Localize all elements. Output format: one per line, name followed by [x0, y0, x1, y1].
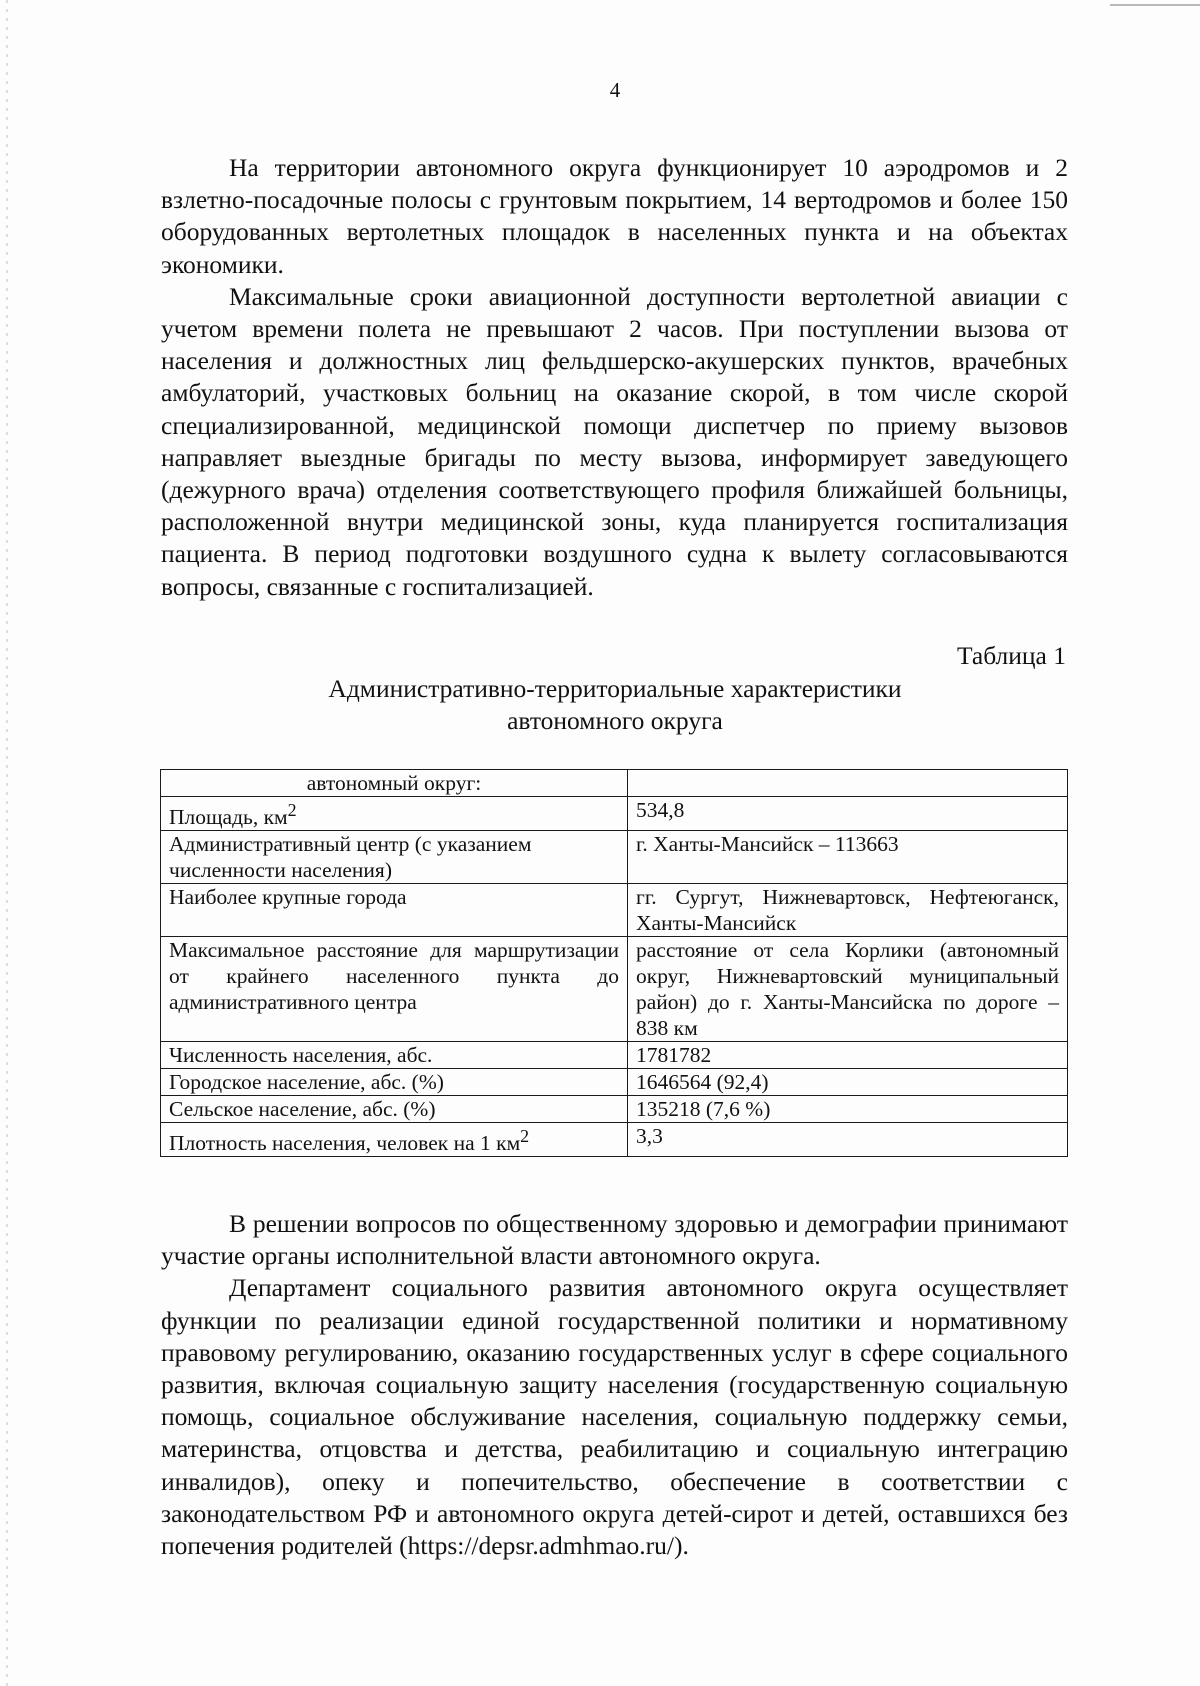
table-cell-value: г. Ханты-Мансийск – 113663 — [628, 831, 1068, 884]
scan-edge-top — [1110, 4, 1200, 6]
table-row-urban — [161, 1069, 1068, 1096]
table-cell-label: Городское население, абс. (%) — [161, 1069, 628, 1096]
table-cell-label — [161, 797, 628, 831]
table-label: Таблица 1 — [956, 641, 1066, 670]
paragraph-social-department: Департамент социального развития автономного округа осуществляет функции по реализации единой государственной политики и нормативному правовому регулированию, оказанию государственных услуг в сфере социального развития, включая социальную защиту населения (государственную социальную помощь, социальное обслуживание населения, социальную поддержку семьи, материнства, отцовства и детства, реабилитацию и социальную интеграцию инвалидов), опеку и попечительство, обеспечение в соответствии с законодательством РФ и автономного округа детей-сирот и детей, оставшихся без попечения родителей (https://depsr.admhmao.ru/). — [161, 1273, 1068, 1561]
table-row-area — [161, 797, 1068, 831]
body-text-bottom — [161, 1208, 1068, 1562]
table-title — [260, 673, 970, 737]
paragraph-aerodromes: На территории автономного округа функционирует 10 аэродромов и 2 взлетно-посадочные полосы с грунтовым покрытием, 14 вертодромов и более 150 оборудованных вертолетных площадок в населенных пункта и на объектах экономики. — [161, 153, 1068, 279]
table-header-right — [628, 770, 1068, 797]
table-cell-value: 135218 (7,6 %) — [628, 1096, 1068, 1123]
table-cell-value: 1646564 (92,4) — [628, 1069, 1068, 1096]
table-cell-value: расстояние от села Корлики (автономный округ, Нижневартовский муниципальный район) до г. Ханты-Мансийска по дороге – 838 км — [628, 937, 1068, 1042]
superscript: 2 — [287, 800, 297, 820]
table-cell-label: Административный центр (с указанием численности населения) — [161, 831, 628, 884]
table-cell-label: Численность населения, абс. — [161, 1042, 628, 1069]
characteristics-table — [160, 769, 1068, 1157]
table-cell-label: Наиболее крупные города — [161, 884, 628, 937]
table-cell-value: 534,8 — [628, 797, 1068, 831]
table-header-left: автономный округ: — [161, 770, 628, 797]
paragraph-aviation-access: Максимальные сроки авиационной доступности вертолетной авиации с учетом времени полета не превышают 2 часов. При поступлении вызова от населения и должностных лиц фельдшерско-акушерских пунктов, врачебных амбулаторий, участковых больниц на оказание скорой, в том числе скорой специализированной, медицинской помощи диспетчер по приему вызовов направляет выездные бригады по месту вызова, информирует заведующего (дежурного врача) отделения соответствующего профиля ближайшей больницы, расположенной внутри медицинской зоны, куда планируется госпитализация пациента. В период подготовки воздушного судна к вылету согласовываются вопросы, связанные с госпитализацией. — [161, 281, 1068, 601]
table-cell-value: 3,3 — [628, 1123, 1068, 1157]
table-cell-label: Максимальное расстояние для маршрутизации от крайнего населенного пункта до административного центра — [161, 937, 628, 1042]
table-row-population — [161, 1042, 1068, 1069]
table-cell-value: гг. Сургут, Нижневартовск, Нефтеюганск, Ханты-Мансийск — [628, 884, 1068, 937]
scan-edge-left — [6, 0, 8, 1686]
table-title-line-1: Административно-территориальные характеристики — [328, 674, 902, 703]
cell-label-text: Плотность населения, человек на 1 км — [169, 1131, 521, 1156]
superscript: 2 — [520, 1126, 530, 1147]
cell-label-text: Площадь, км — [169, 805, 288, 830]
paragraph-public-health: В решении вопросов по общественному здоровью и демографии принимают участие органы исполнительной власти автономного округа. — [161, 1209, 1068, 1271]
table-row-admin-center — [161, 831, 1068, 884]
table-cell-value: 1781782 — [628, 1042, 1068, 1069]
table-header-row — [161, 770, 1068, 797]
table-cell-label: Сельское население, абс. (%) — [161, 1096, 628, 1123]
table-row-largest-cities — [161, 884, 1068, 937]
table-title-line-2: автономного округа — [507, 706, 723, 735]
table-row-rural — [161, 1096, 1068, 1123]
page-number: 4 — [609, 78, 621, 102]
body-text-top — [161, 152, 1068, 603]
table-cell-label — [161, 1123, 628, 1157]
table-row-max-distance — [161, 937, 1068, 1042]
table-row-density — [161, 1123, 1068, 1157]
